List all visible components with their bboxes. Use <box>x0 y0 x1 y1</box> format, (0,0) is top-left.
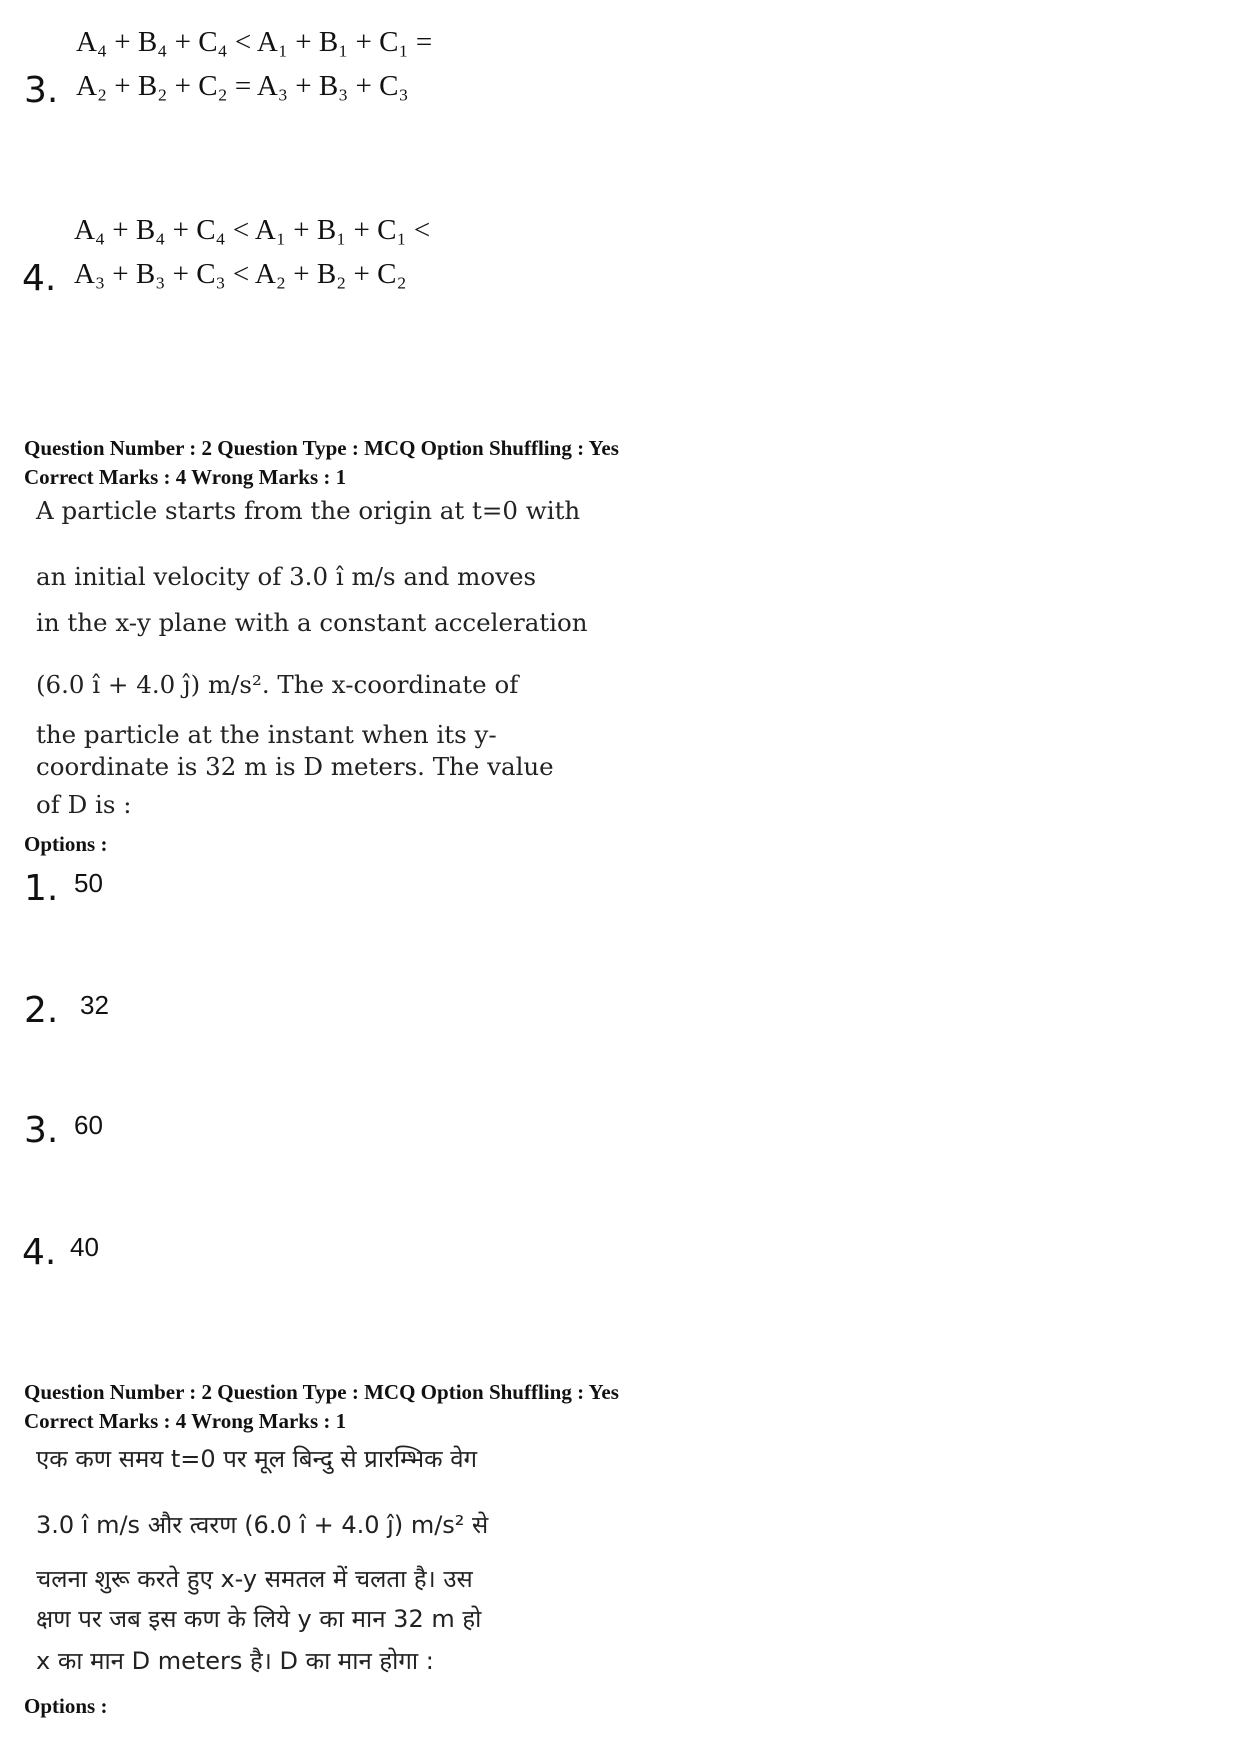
question-line: A particle starts from the origin at t=0 with <box>36 496 581 525</box>
option-1-value: 50 <box>74 868 103 898</box>
question-meta-line-2-hi: Correct Marks : 4 Wrong Marks : 1 <box>24 1409 347 1433</box>
question-meta-line-1: Question Number : 2 Question Type : MCQ Option Shuffling : Yes <box>24 436 619 460</box>
question-line: in the x-y plane with a constant acceleration <box>36 608 588 637</box>
option-4-number: 4. <box>22 1232 57 1273</box>
option-4-line-1: A₄ + B₄ + C₄ < A₁ + B₁ + C₁ < <box>74 214 431 246</box>
option-3-number: 3. <box>24 70 59 111</box>
question-meta-line-2: Correct Marks : 4 Wrong Marks : 1 <box>24 465 347 489</box>
question-line-hi: x का मान D meters है। D का मान होगा : <box>36 1647 434 1675</box>
question-line-hi: क्षण पर जब इस कण के लिये y का मान 32 m हो <box>36 1605 482 1633</box>
option-3-value: 60 <box>74 1110 103 1140</box>
question-line: an initial velocity of 3.0 î m/s and moves <box>36 562 537 591</box>
option-4-number: 4. <box>22 258 57 299</box>
question-line-hi: चलना शुरू करते हुए x-y समतल में चलता है। उस <box>36 1565 473 1593</box>
question-line: (6.0 î + 4.0 ĵ) m/s². The x-coordinate of <box>36 670 519 699</box>
options-label: Options : <box>24 832 108 856</box>
option-4-line-2: A₃ + B₃ + C₃ < A₂ + B₂ + C₂ <box>74 258 407 290</box>
options-label-hi: Options : <box>24 1694 108 1718</box>
question-line-hi: 3.0 î m/s और त्वरण (6.0 î + 4.0 ĵ) m/s² से <box>36 1511 489 1539</box>
option-1-number: 1. <box>24 868 59 909</box>
option-3-number: 3. <box>24 1110 59 1151</box>
option-4-value: 40 <box>70 1232 99 1262</box>
question-meta-line-1-hi: Question Number : 2 Question Type : MCQ Option Shuffling : Yes <box>24 1380 619 1404</box>
question-line: the particle at the instant when its y- <box>36 720 497 749</box>
option-3-line-1: A₄ + B₄ + C₄ < A₁ + B₁ + C₁ = <box>76 26 433 58</box>
option-3-line-2: A₂ + B₂ + C₂ = A₃ + B₃ + C₃ <box>76 70 409 102</box>
question-line-hi: एक कण समय t=0 पर मूल बिन्दु से प्रारम्भिक वेग <box>36 1445 478 1473</box>
option-2-value: 32 <box>80 990 109 1020</box>
question-line: of D is : <box>36 790 132 819</box>
option-2-number: 2. <box>24 990 59 1031</box>
question-line: coordinate is 32 m is D meters. The value <box>36 752 554 781</box>
